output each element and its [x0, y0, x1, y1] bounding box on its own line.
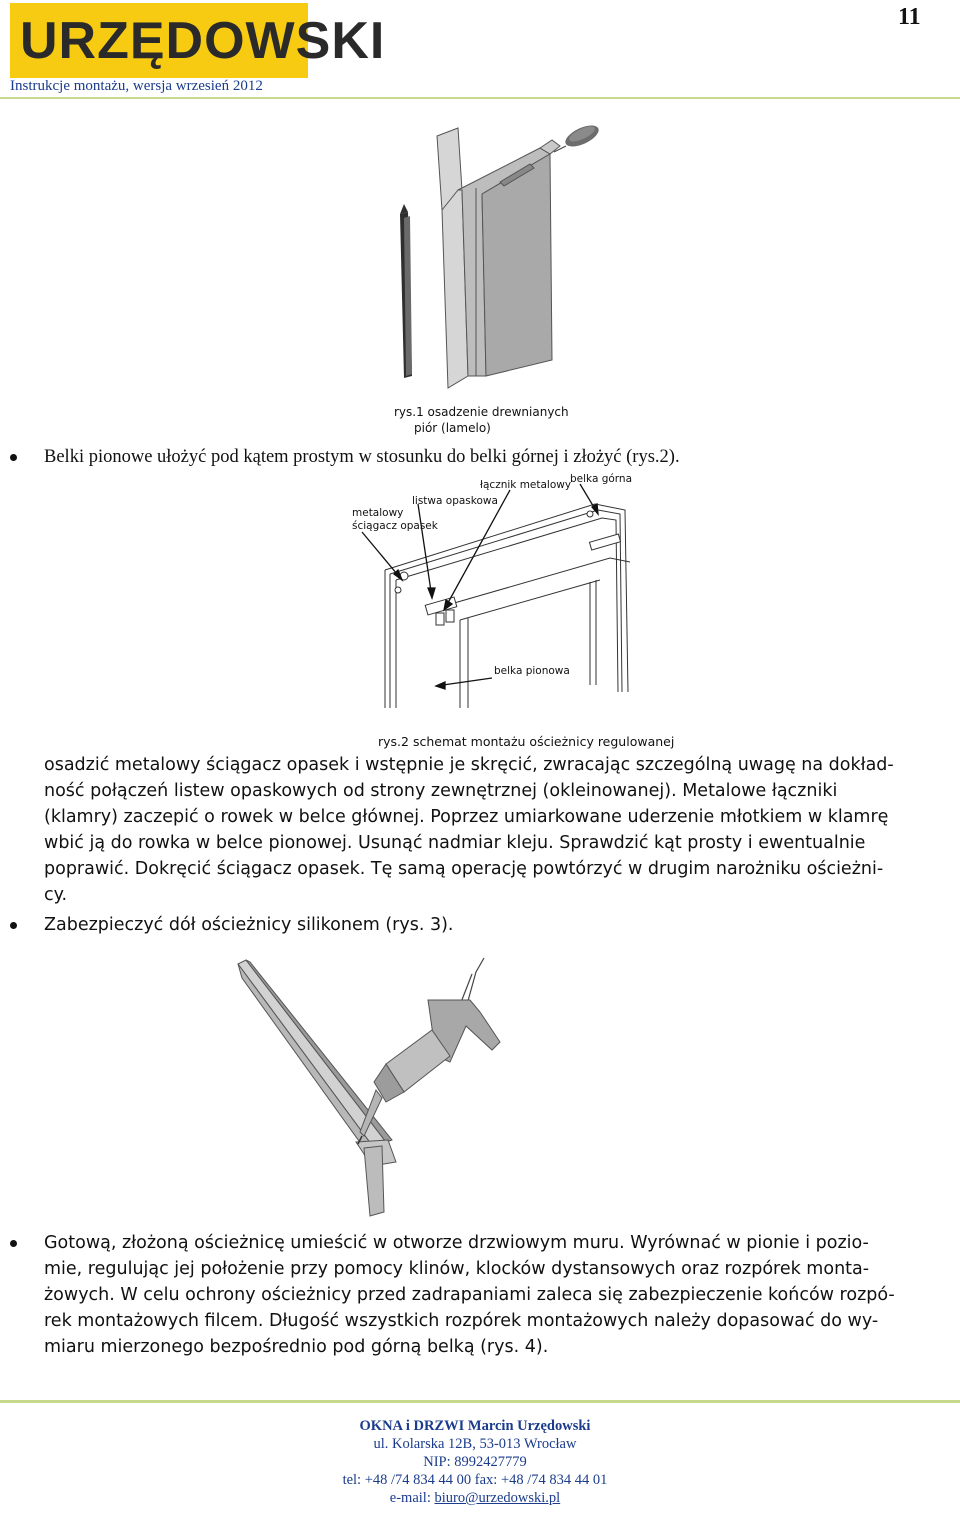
paragraph-line: ność połączeń listew opaskowych od strony zewnętrznej (okleinowanej). Metalowe łączniki — [44, 781, 838, 801]
bullet-marker — [10, 922, 17, 929]
label-vertical-beam: belka pionowa — [494, 665, 570, 677]
header-divider — [0, 97, 960, 99]
paragraph-line: Zabezpieczyć dół ościeżnicy silikonem (rys. 3). — [44, 915, 454, 935]
bullet-marker — [10, 1240, 17, 1247]
figure-1-lamelo-drawing — [390, 118, 620, 403]
footer — [0, 1417, 950, 1507]
paragraph-line: Belki pionowe ułożyć pod kątem prostym w stosunku do belki górnej i złożyć (rys.2). — [44, 447, 680, 467]
footer-address: ul. Kolarska 12B, 53-013 Wrocław — [373, 1436, 577, 1452]
label-trim-strip: listwa opaskowa — [412, 495, 498, 507]
label-metal-clamp-line1: metalowy — [352, 507, 404, 519]
label-metal-clamp — [352, 507, 438, 533]
figure-1-caption-line2: piór (lamelo) — [414, 421, 491, 435]
paragraph-line: miaru mierzonego bezpośrednio pod górną belką (rys. 4). — [44, 1337, 549, 1357]
paragraph-installation — [44, 1230, 952, 1360]
figure-1-caption — [394, 404, 569, 436]
footer-email-row — [0, 1489, 950, 1507]
paragraph-line: rek montażowych filcem. Długość wszystkich rozpórek montażowych należy dopasować do wy- — [44, 1311, 879, 1331]
bullet-marker — [10, 454, 17, 461]
footer-phone: tel: +48 /74 834 44 00 fax: +48 /74 834 44 01 — [342, 1472, 608, 1488]
paragraph-line: żowych. W celu ochrony ościeżnicy przed zadrapaniami zaleca się zabezpieczenie końców rozpó- — [44, 1285, 895, 1305]
paragraph-line: wbić ją do rowka w belce pionowej. Usunąć nadmiar kleju. Sprawdzić kąt prosty i ewentualnie — [44, 833, 866, 853]
document-subtitle: Instrukcje montażu, wersja wrzesień 2012 — [10, 78, 263, 94]
company-logo — [10, 3, 386, 78]
figure-3-silicone-gun-drawing — [236, 952, 526, 1220]
paragraph-line: cy. — [44, 885, 68, 905]
paragraph-clamp-instructions — [44, 752, 952, 908]
footer-email-label: e-mail: — [389, 1490, 435, 1506]
paragraph-line: poprawić. Dokręcić ściągacz opasek. Tę samą operację powtórzyć w drugim narożniku ościeżni- — [44, 859, 884, 879]
logo-text: URZĘDOWSKI — [20, 12, 386, 70]
footer-company: OKNA i DRZWI Marcin Urzędowski — [359, 1418, 591, 1434]
footer-nip: NIP: 8992427779 — [423, 1454, 527, 1470]
figure-1-caption-line1: rys.1 osadzenie drewnianych — [394, 405, 569, 419]
figure-2-caption: rys.2 schemat montażu ościeżnicy regulowanej — [378, 734, 675, 749]
paragraph-line: mie, regulując jej położenie przy pomocy klinów, klocków dystansowych oraz rozpórek monta- — [44, 1259, 870, 1279]
footer-divider — [0, 1400, 960, 1403]
label-top-beam: belka górna — [570, 473, 633, 485]
label-metal-connector: łącznik metalowy — [480, 479, 572, 491]
page-number: 11 — [898, 4, 921, 30]
paragraph-line: (klamry) zaczepić o rowek w belce głównej. Poprzez umiarkowane uderzenie młotkiem w klamrę — [44, 807, 889, 827]
paragraph-silicone — [44, 912, 952, 938]
paragraph-line: osadzić metalowy ściągacz opasek i wstępnie je skręcić, zwracając szczególną uwagę na dokład- — [44, 755, 894, 775]
label-metal-clamp-line2: ściągacz opasek — [352, 520, 438, 532]
paragraph-frame-assembly — [44, 444, 952, 470]
paragraph-line: Gotową, złożoną ościeżnicę umieścić w otworze drzwiowym muru. Wyrównać w pionie i pozio- — [44, 1233, 869, 1253]
footer-email-link[interactable]: biuro@urzedowski.pl — [434, 1490, 561, 1506]
